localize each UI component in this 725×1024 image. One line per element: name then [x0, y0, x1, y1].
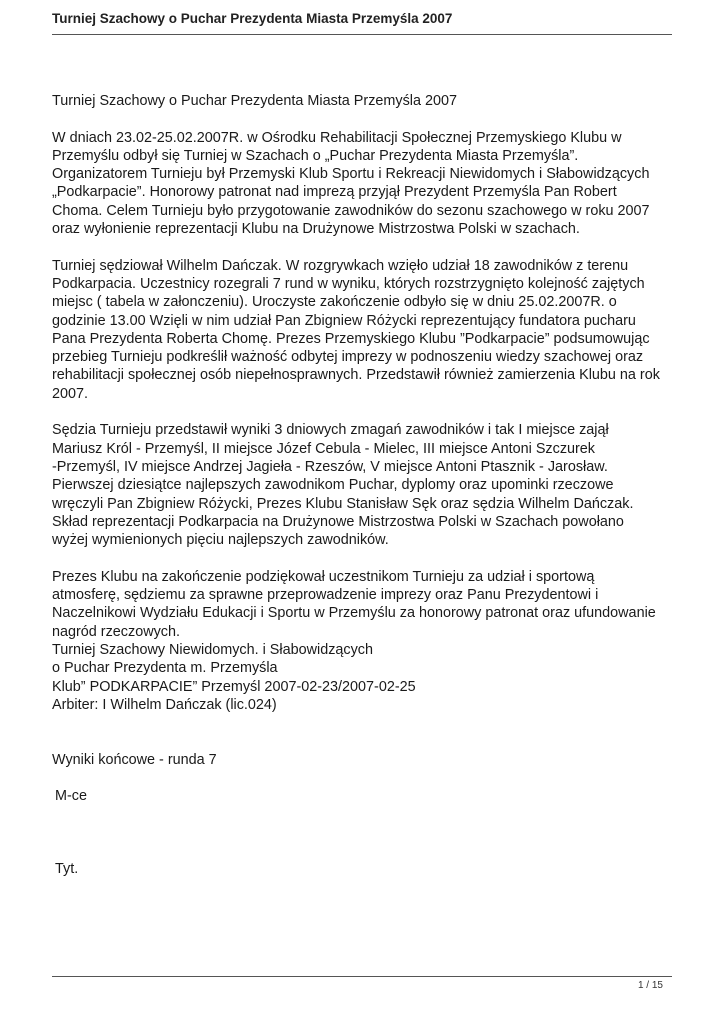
results-heading-text: Wyniki końcowe - runda 7	[52, 751, 217, 768]
paragraph-line: oraz wyłonienie reprezentacji Klubu na Drużynowe Mistrzostwa Polski w szachach.	[52, 221, 580, 238]
paragraph-line: Turniej sędziował Wilhelm Dańczak. W rozgrywkach wzięło udział 18 zawodników z terenu	[52, 257, 629, 274]
paragraph-line: Skład reprezentacji Podkarpacia na Drużynowe Mistrzostwa Polski w Szachach powołano	[52, 513, 624, 530]
club-dates-line: Klub” PODKARPACIE” Przemyśl 2007-02-23/2007-02-25	[52, 678, 416, 695]
paragraph-line: W dniach 23.02-25.02.2007R. w Ośrodku Rehabilitacji Społecznej Przemyskiego Klubu w	[52, 129, 622, 146]
arbiter-line: Arbiter: I Wilhelm Dańczak (lic.024)	[52, 696, 277, 713]
paragraph-results	[52, 421, 674, 549]
paragraph-line: Podkarpacia. Uczestnicy rozegrali 7 rund w wyniku, których rozstrzygnięto kolejność zajętych	[52, 275, 645, 292]
document-title	[52, 92, 674, 110]
results-heading	[52, 751, 674, 769]
paragraph-line: Mariusz Król - Przemyśl, II miejsce Józef Cebula - Mielec, III miejsce Antoni Szczurek	[52, 440, 596, 457]
paragraph-line: Przemyślu odbył się Turniej w Szachach o „Puchar Prezydenta Miasta Przemyśla”.	[52, 147, 579, 164]
paragraph-referee	[52, 257, 674, 403]
paragraph-line: wyżej wymienionych pięciu najlepszych zawodników.	[52, 532, 389, 549]
paragraph-line: Pierwszej dziesiątce najlepszych zawodnikom Puchar, dyplomy oraz upominki rzeczowe	[52, 477, 614, 494]
spacer	[52, 732, 674, 750]
spacer	[52, 824, 674, 842]
place-column-label: M-ce	[55, 788, 87, 805]
paragraph-intro	[52, 129, 674, 239]
table-label-place	[52, 787, 674, 805]
paragraph-closing	[52, 568, 674, 714]
spacer	[52, 842, 674, 860]
paragraph-line: atmosferę, sędziemu za sprawne przeprowadzenie imprezy oraz Panu Prezydentowi i	[52, 587, 599, 604]
paragraph-line: Organizatorem Turnieju był Przemyski Klub Sportu i Rekreacji Niewidomych i Słabowidzących	[52, 166, 650, 183]
page-number: 1 / 15	[637, 980, 663, 991]
paragraph-line: Sędzia Turnieju przedstawił wyniki 3 dniowych zmagań zawodników i tak I miejsce zajął	[52, 422, 609, 439]
document-body	[52, 92, 674, 897]
paragraph-line: Prezes Klubu na zakończenie podziękował uczestnikom Turnieju za udział i sportową	[52, 568, 595, 585]
title-column-label: Tyt.	[55, 861, 79, 878]
footer-divider	[52, 976, 672, 977]
header-divider	[52, 34, 672, 35]
paragraph-line: Naczelnikowi Wydziału Edukacji i Sportu w Przemyślu za honorowy patronat oraz ufundowanie	[52, 605, 656, 622]
running-header-title: Turniej Szachowy o Puchar Prezydenta Miasta Przemyśla 2007	[52, 11, 453, 26]
paragraph-line: 2007.	[52, 385, 89, 402]
paragraph-line: wręczyli Pan Zbigniew Różycki, Prezes Klubu Stanisław Sęk oraz sędzia Wilhelm Dańczak.	[52, 495, 634, 512]
paragraph-line: Choma. Celem Turnieju było przygotowanie zawodników do sezonu szachowego w roku 2007	[52, 202, 650, 219]
paragraph-line: Pana Prezydenta Roberta Chomę. Prezes Przemyskiego Klubu ”Podkarpacie” podsumowując	[52, 330, 650, 347]
tournament-name-line: Turniej Szachowy Niewidomych. i Słabowidzących	[52, 641, 373, 658]
paragraph-line: „Podkarpacie”. Honorowy patronat nad imprezą przyjął Prezydent Przemyśla Pan Robert	[52, 184, 617, 201]
tournament-trophy-line: o Puchar Prezydenta m. Przemyśla	[52, 660, 278, 677]
paragraph-line: miejsc ( tabela w załonczeniu). Uroczyste zakończenie odbyło się w dniu 25.02.2007R. o	[52, 294, 617, 311]
table-label-title	[52, 860, 674, 878]
paragraph-line: rehabilitacji społecznej osób niepełnosprawnych. Przedstawił również zamierzenia Klubu na rok	[52, 367, 660, 384]
document-title-text: Turniej Szachowy o Puchar Prezydenta Miasta Przemyśla 2007	[52, 93, 457, 109]
paragraph-line: godzinie 13.00 Wzięli w nim udział Pan Zbigniew Różycki reprezentujący fundatora pucharu	[52, 312, 636, 329]
paragraph-line: przebieg Turnieju podkreślił ważność odbytej imprezy w podnoszeniu wiedzy szachowej oraz	[52, 349, 644, 366]
paragraph-line: -Przemyśl, IV miejsce Andrzej Jagieła - Rzeszów, V miejsce Antoni Ptasznik - Jarosław.	[52, 458, 608, 475]
paragraph-line: nagród rzeczowych.	[52, 623, 180, 640]
